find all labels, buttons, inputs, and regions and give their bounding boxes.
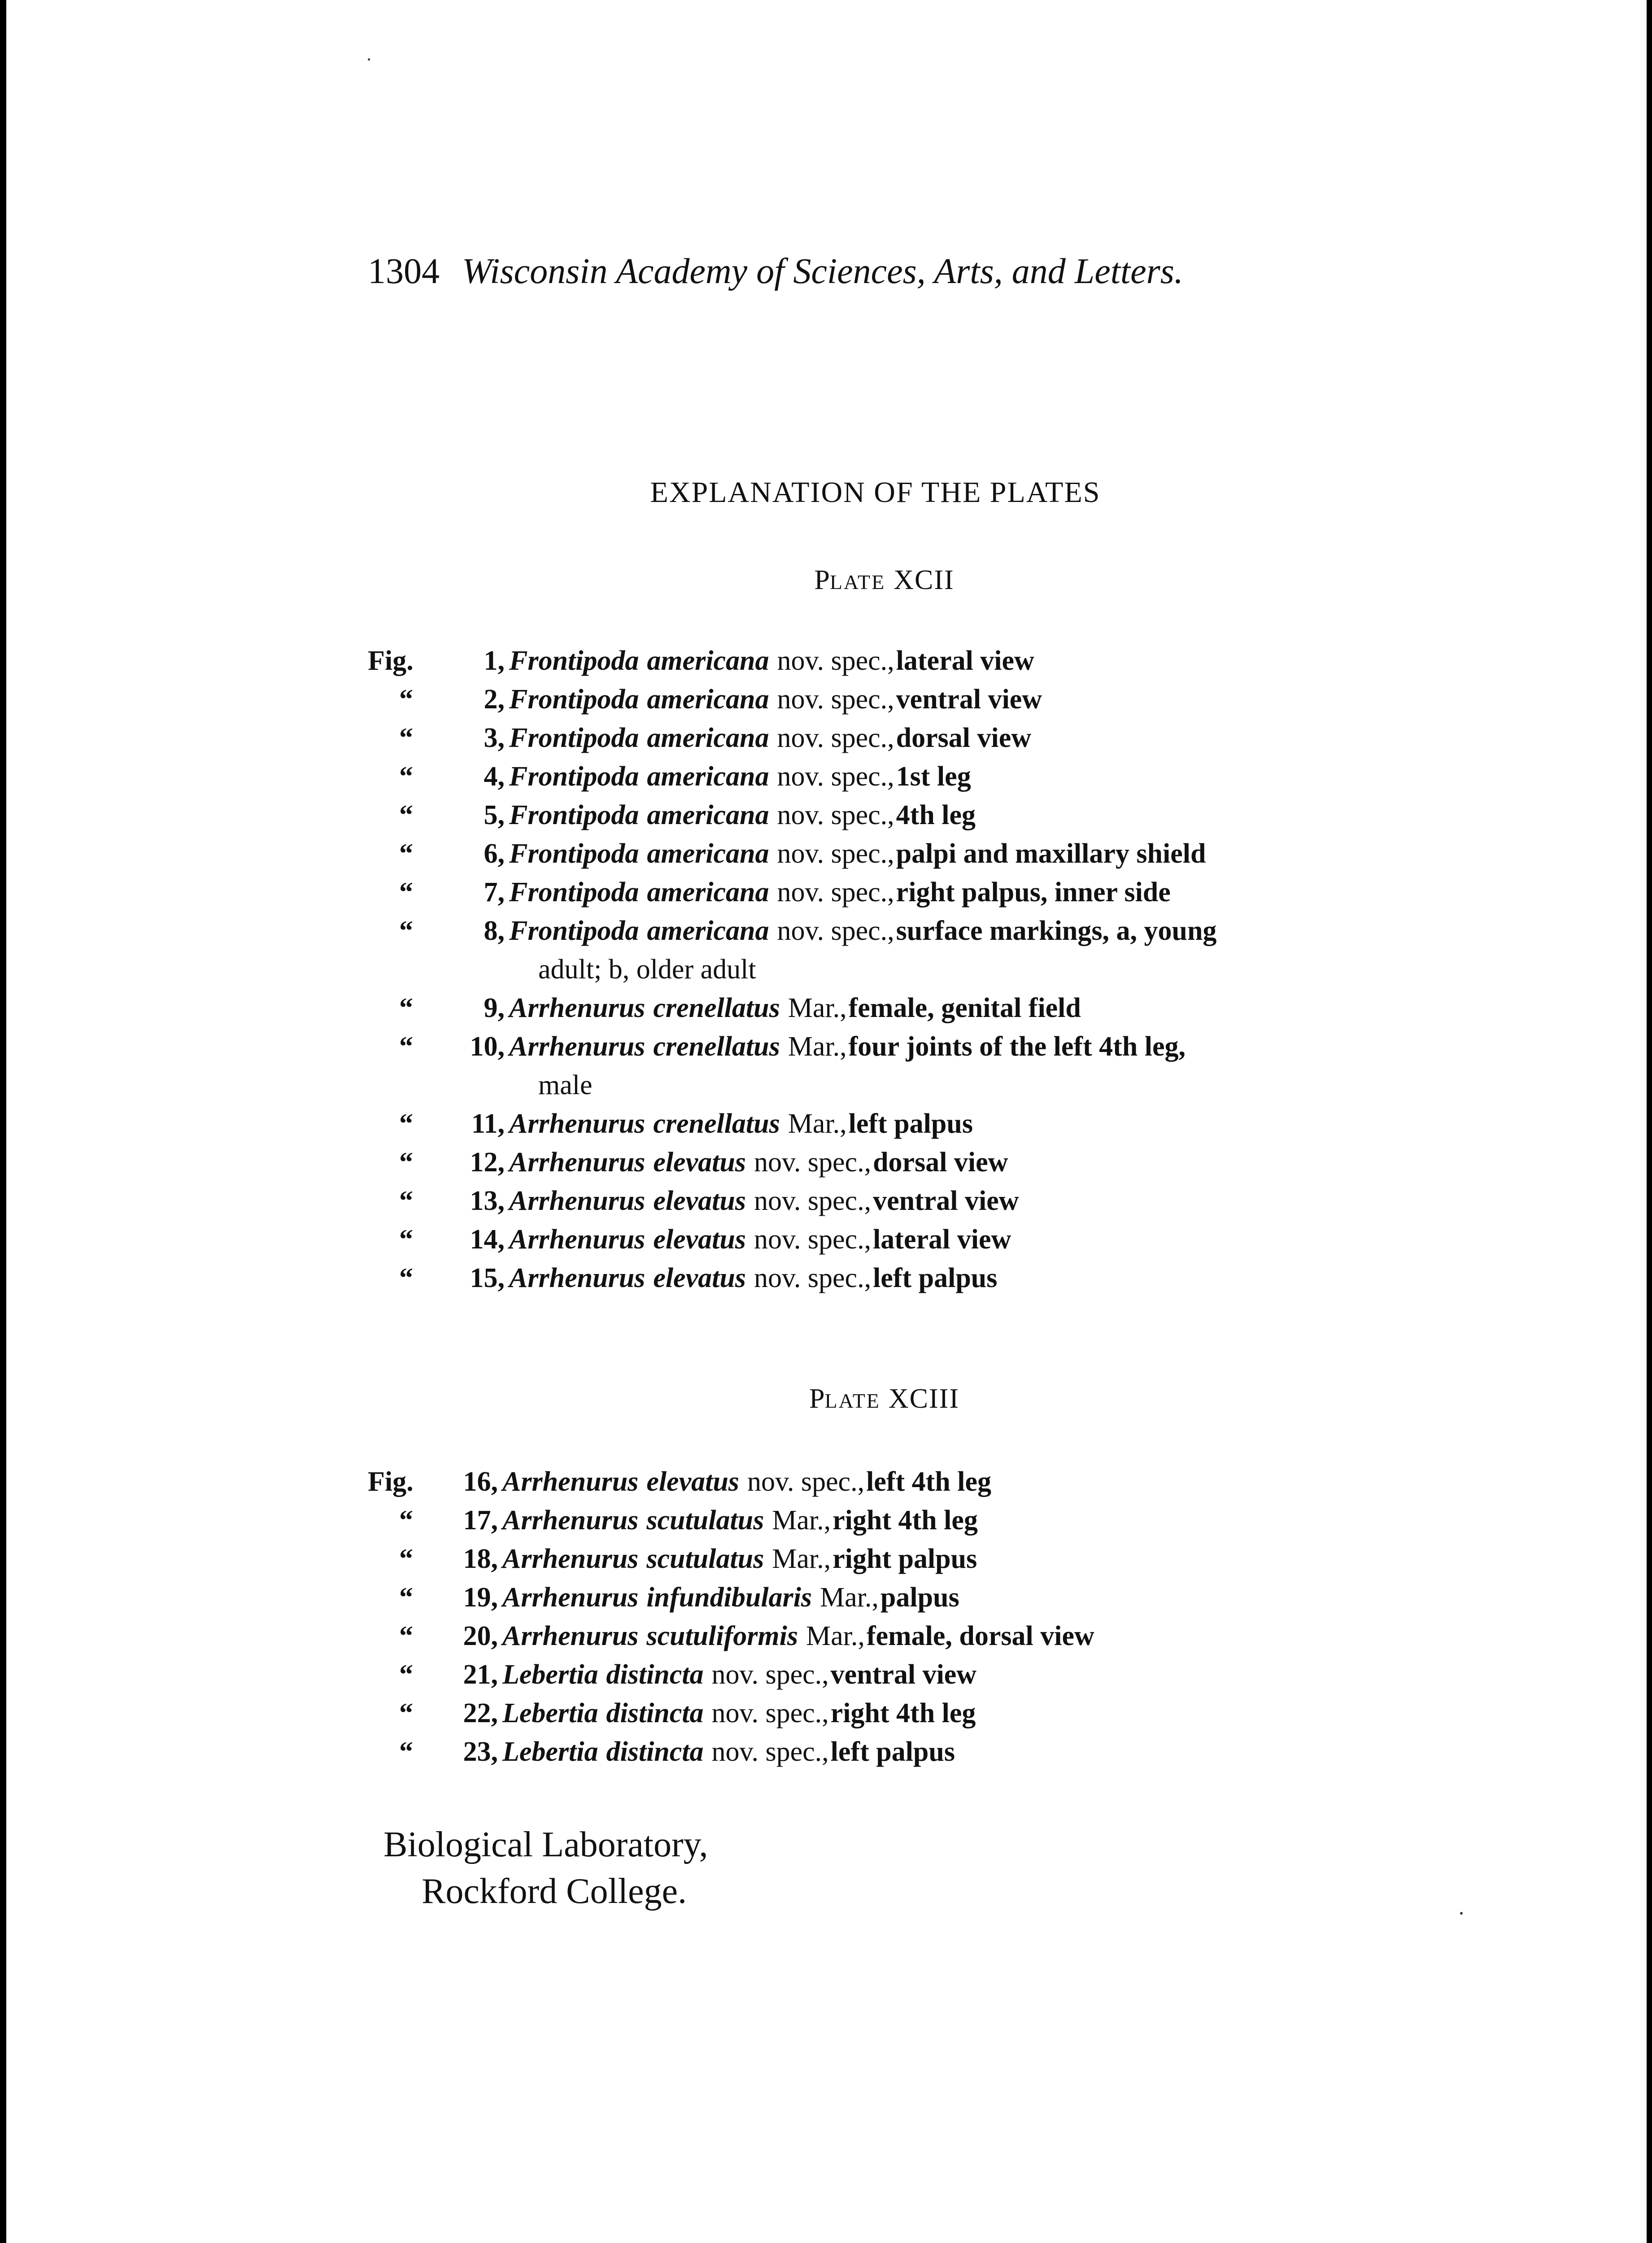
figure-caption bbox=[368, 1540, 1462, 1578]
authority: nov. spec., bbox=[754, 1186, 872, 1216]
figure-lead: “ bbox=[399, 877, 413, 908]
authority: nov. spec., bbox=[777, 761, 894, 792]
figure-lead: “ bbox=[399, 1544, 413, 1574]
authority: Mar., bbox=[772, 1544, 831, 1574]
figure-number: 12, bbox=[470, 1147, 505, 1178]
species-name: elevatus bbox=[653, 1186, 746, 1216]
figure-description: ventral view bbox=[873, 1186, 1019, 1216]
plate-label: PLATE bbox=[809, 1383, 880, 1414]
figure-caption bbox=[368, 796, 1462, 834]
figure-caption bbox=[368, 680, 1462, 719]
figure-number: 23, bbox=[463, 1737, 498, 1767]
scan-edge-right bbox=[1647, 0, 1652, 2243]
authority: Mar., bbox=[788, 1108, 847, 1139]
authority: Mar., bbox=[788, 993, 847, 1023]
figure-lead: “ bbox=[399, 1659, 413, 1690]
figure-number: 13, bbox=[470, 1186, 505, 1216]
species-name: scutulatus bbox=[646, 1505, 764, 1536]
authority: nov. spec., bbox=[754, 1147, 872, 1178]
genus-name: Arrhenurus bbox=[509, 1147, 645, 1178]
figure-number: 18, bbox=[463, 1544, 498, 1574]
species-name: americana bbox=[647, 800, 769, 830]
figure-lead: “ bbox=[399, 1108, 413, 1139]
figure-lead: “ bbox=[399, 1737, 413, 1767]
figure-description: right palpus bbox=[833, 1544, 977, 1574]
figure-list bbox=[368, 641, 1462, 1297]
authority: nov. spec., bbox=[777, 684, 894, 715]
figure-lead: “ bbox=[399, 800, 413, 830]
figure-list bbox=[368, 1462, 1462, 1771]
genus-name: Frontipoda bbox=[509, 684, 639, 715]
figure-number: 8, bbox=[484, 916, 505, 946]
authority: nov. spec., bbox=[711, 1737, 829, 1767]
genus-name: Frontipoda bbox=[509, 646, 639, 676]
species-name: americana bbox=[647, 877, 769, 908]
figure-lead: Fig. bbox=[368, 646, 414, 676]
figure-description: surface markings, a, young bbox=[896, 916, 1217, 946]
section-title: EXPLANATION OF THE PLATES bbox=[650, 476, 1101, 509]
species-name: elevatus bbox=[653, 1147, 746, 1178]
figure-number: 16, bbox=[463, 1466, 498, 1497]
genus-name: Arrhenurus bbox=[509, 1224, 645, 1255]
species-name: americana bbox=[647, 723, 769, 753]
authority: nov. spec., bbox=[754, 1224, 872, 1255]
scan-speck bbox=[368, 58, 370, 61]
running-header bbox=[368, 251, 1183, 292]
figure-description: right palpus, inner side bbox=[896, 877, 1171, 908]
figure-lead: “ bbox=[399, 1582, 413, 1613]
figure-description-continued: adult; b, older adult bbox=[538, 954, 756, 985]
species-name: distincta bbox=[606, 1737, 704, 1767]
figure-number: 21, bbox=[463, 1659, 498, 1690]
authority: nov. spec., bbox=[777, 800, 894, 830]
figure-caption bbox=[368, 912, 1462, 989]
species-name: americana bbox=[647, 761, 769, 792]
genus-name: Lebertia bbox=[502, 1698, 598, 1728]
plate-numeral: XCII bbox=[894, 565, 955, 595]
journal-title: Wisconsin Academy of Sciences, Arts, and Letters. bbox=[462, 252, 1183, 291]
figure-caption bbox=[368, 641, 1462, 680]
figure-lead: “ bbox=[399, 1147, 413, 1178]
figure-description: dorsal view bbox=[896, 723, 1032, 753]
species-name: crenellatus bbox=[653, 993, 780, 1023]
figure-number: 5, bbox=[484, 800, 505, 830]
genus-name: Arrhenurus bbox=[502, 1582, 639, 1613]
figure-number: 11, bbox=[471, 1108, 505, 1139]
figure-caption bbox=[368, 1501, 1462, 1540]
figure-caption bbox=[368, 1617, 1462, 1655]
figure-lead: “ bbox=[399, 1621, 413, 1651]
figure-caption bbox=[368, 1694, 1462, 1732]
figure-description: left 4th leg bbox=[866, 1466, 991, 1497]
species-name: scutuliformis bbox=[646, 1621, 798, 1651]
figure-caption bbox=[368, 1220, 1462, 1259]
figure-number: 2, bbox=[484, 684, 505, 715]
figure-number: 15, bbox=[470, 1263, 505, 1293]
page-number: 1304 bbox=[368, 252, 440, 291]
authority: nov. spec., bbox=[777, 723, 894, 753]
figure-description: female, dorsal view bbox=[866, 1621, 1094, 1651]
genus-name: Arrhenurus bbox=[509, 1263, 645, 1293]
figure-description: lateral view bbox=[896, 646, 1034, 676]
figure-caption bbox=[368, 1655, 1462, 1694]
figure-caption bbox=[368, 1182, 1462, 1220]
closing-line: Rockford College. bbox=[422, 1872, 687, 1911]
figure-number: 20, bbox=[463, 1621, 498, 1651]
plate-heading bbox=[0, 1383, 1652, 1415]
figure-number: 1, bbox=[484, 646, 505, 676]
species-name: elevatus bbox=[653, 1263, 746, 1293]
figure-number: 10, bbox=[470, 1031, 505, 1062]
figure-description: right 4th leg bbox=[830, 1698, 976, 1728]
figure-description: ventral view bbox=[830, 1659, 977, 1690]
authority: nov. spec., bbox=[711, 1698, 829, 1728]
genus-name: Frontipoda bbox=[509, 761, 639, 792]
figure-caption bbox=[368, 1732, 1462, 1771]
figure-description: palpus bbox=[880, 1582, 959, 1613]
figure-number: 7, bbox=[484, 877, 505, 908]
figure-caption bbox=[368, 873, 1462, 912]
figure-caption bbox=[368, 1143, 1462, 1182]
figure-lead: “ bbox=[399, 723, 413, 753]
figure-lead: Fig. bbox=[368, 1466, 414, 1497]
figure-number: 3, bbox=[484, 723, 505, 753]
figure-caption bbox=[368, 989, 1462, 1027]
genus-name: Arrhenurus bbox=[509, 1186, 645, 1216]
closing-line: Biological Laboratory, bbox=[384, 1825, 708, 1864]
genus-name: Lebertia bbox=[502, 1659, 598, 1690]
figure-description: palpi and maxillary shield bbox=[896, 838, 1206, 869]
figure-number: 6, bbox=[484, 838, 505, 869]
plate-numeral: XCIII bbox=[888, 1383, 959, 1414]
figure-lead: “ bbox=[399, 993, 413, 1023]
species-name: crenellatus bbox=[653, 1031, 780, 1062]
figure-number: 9, bbox=[484, 993, 505, 1023]
figure-description: right 4th leg bbox=[833, 1505, 978, 1536]
figure-lead: “ bbox=[399, 761, 413, 792]
figure-lead: “ bbox=[399, 1224, 413, 1255]
figure-description: female, genital field bbox=[848, 993, 1081, 1023]
figure-caption bbox=[368, 1578, 1462, 1617]
authority: Mar., bbox=[806, 1621, 865, 1651]
figure-description: ventral view bbox=[896, 684, 1042, 715]
species-name: americana bbox=[647, 684, 769, 715]
species-name: distincta bbox=[606, 1698, 704, 1728]
species-name: elevatus bbox=[646, 1466, 739, 1497]
species-name: infundibularis bbox=[646, 1582, 812, 1613]
figure-lead: “ bbox=[399, 1186, 413, 1216]
authority: nov. spec., bbox=[777, 916, 894, 946]
species-name: scutulatus bbox=[646, 1544, 764, 1574]
genus-name: Arrhenurus bbox=[502, 1621, 639, 1651]
figure-description: lateral view bbox=[873, 1224, 1011, 1255]
genus-name: Arrhenurus bbox=[509, 1031, 645, 1062]
figure-number: 19, bbox=[463, 1582, 498, 1613]
figure-lead: “ bbox=[399, 838, 413, 869]
authority: Mar., bbox=[788, 1031, 847, 1062]
closing-signature bbox=[384, 1821, 708, 1915]
genus-name: Frontipoda bbox=[509, 723, 639, 753]
genus-name: Arrhenurus bbox=[509, 993, 645, 1023]
figure-caption bbox=[368, 1462, 1462, 1501]
authority: nov. spec., bbox=[747, 1466, 865, 1497]
figure-number: 22, bbox=[463, 1698, 498, 1728]
figure-caption bbox=[368, 719, 1462, 757]
species-name: crenellatus bbox=[653, 1108, 780, 1139]
figure-lead: “ bbox=[399, 684, 413, 715]
genus-name: Arrhenurus bbox=[502, 1505, 639, 1536]
figure-caption bbox=[368, 1259, 1462, 1297]
figure-description: left palpus bbox=[873, 1263, 998, 1293]
figure-description: four joints of the left 4th leg, bbox=[848, 1031, 1186, 1062]
genus-name: Frontipoda bbox=[509, 916, 639, 946]
authority: nov. spec., bbox=[777, 838, 894, 869]
figure-description: left palpus bbox=[830, 1737, 955, 1767]
species-name: americana bbox=[647, 646, 769, 676]
genus-name: Arrhenurus bbox=[502, 1466, 639, 1497]
figure-lead: “ bbox=[399, 1698, 413, 1728]
species-name: distincta bbox=[606, 1659, 704, 1690]
scan-speck bbox=[1460, 1912, 1463, 1915]
genus-name: Frontipoda bbox=[509, 800, 639, 830]
figure-caption bbox=[368, 757, 1462, 796]
authority: nov. spec., bbox=[777, 877, 894, 908]
figure-lead: “ bbox=[399, 916, 413, 946]
genus-name: Lebertia bbox=[502, 1737, 598, 1767]
figure-description: left palpus bbox=[848, 1108, 973, 1139]
figure-caption bbox=[368, 1104, 1462, 1143]
species-name: americana bbox=[647, 838, 769, 869]
authority: nov. spec., bbox=[777, 646, 894, 676]
figure-number: 14, bbox=[470, 1224, 505, 1255]
figure-caption bbox=[368, 834, 1462, 873]
figure-description: 1st leg bbox=[896, 761, 971, 792]
authority: nov. spec., bbox=[754, 1263, 872, 1293]
figure-description: 4th leg bbox=[896, 800, 976, 830]
scan-edge-left bbox=[0, 0, 6, 2243]
species-name: elevatus bbox=[653, 1224, 746, 1255]
genus-name: Arrhenurus bbox=[502, 1544, 639, 1574]
genus-name: Arrhenurus bbox=[509, 1108, 645, 1139]
figure-lead: “ bbox=[399, 1031, 413, 1062]
figure-number: 4, bbox=[484, 761, 505, 792]
genus-name: Frontipoda bbox=[509, 877, 639, 908]
figure-caption bbox=[368, 1027, 1462, 1104]
authority: nov. spec., bbox=[711, 1659, 829, 1690]
figure-number: 17, bbox=[463, 1505, 498, 1536]
species-name: americana bbox=[647, 916, 769, 946]
figure-lead: “ bbox=[399, 1505, 413, 1536]
authority: Mar., bbox=[772, 1505, 831, 1536]
plate-heading bbox=[0, 564, 1652, 596]
genus-name: Frontipoda bbox=[509, 838, 639, 869]
plate-label: PLATE bbox=[814, 565, 886, 595]
figure-description: dorsal view bbox=[873, 1147, 1008, 1178]
figure-lead: “ bbox=[399, 1263, 413, 1293]
figure-description-continued: male bbox=[538, 1070, 593, 1100]
authority: Mar., bbox=[820, 1582, 879, 1613]
